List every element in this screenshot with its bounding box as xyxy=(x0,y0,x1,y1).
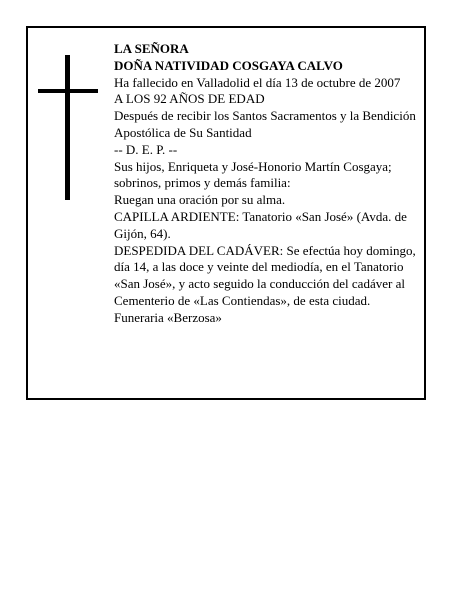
death-date: Ha fallecido en Valladolid el día 13 de octubre de 2007 xyxy=(114,74,401,90)
prayer-line: Ruegan una oración por su alma. xyxy=(114,192,286,208)
chapel-line: CAPILLA ARDIENTE: Tanatorio «San José» (Avda. de Gijón, 64). xyxy=(114,208,407,241)
notice-text xyxy=(114,41,428,327)
family-line: Sus hijos, Enriqueta y José-Honorio Martín Cosgaya; sobrinos, primos y demás familia: xyxy=(114,158,392,191)
farewell-line: DESPEDIDA DEL CADÁVER: Se efectúa hoy domingo, día 14, a las doce y veinte del mediodía, en el Tanatorio «San José», y acto seguido la conducción del cadáver al Cementerio de «Las Contiendas», de esta ciudad. xyxy=(114,242,416,308)
notice-heading: LA SEÑORA xyxy=(114,41,189,56)
obituary-notice xyxy=(26,26,426,400)
funeral-home-line: Funeraria «Berzosa» xyxy=(114,309,222,325)
cross-vertical-bar xyxy=(65,55,70,200)
age-line: A LOS 92 AÑOS DE EDAD xyxy=(114,91,265,107)
deceased-name: DOÑA NATIVIDAD COSGAYA CALVO xyxy=(114,57,343,73)
rip-line: -- D. E. P. -- xyxy=(114,141,178,157)
cross-horizontal-bar xyxy=(38,89,98,93)
sacraments-line: Después de recibir los Santos Sacramentos y la Bendición Apostólica de Su Santidad xyxy=(114,108,416,140)
latin-cross-icon xyxy=(38,55,98,200)
